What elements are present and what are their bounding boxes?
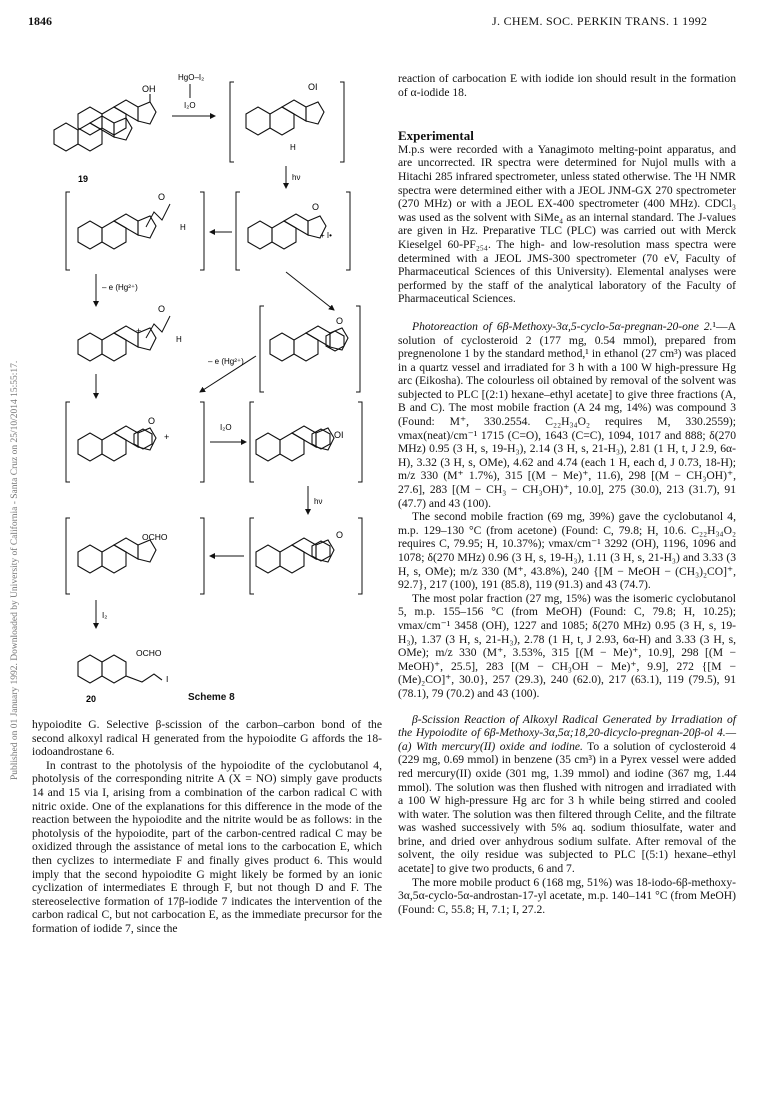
paragraph: hypoiodite G. Selective β-scission of the carbon–carbon bond of the second alkoxyl radical H generated from the hypoiodite G affords the 18-iodoandrostane 6. [32, 718, 382, 759]
alkoxyl-radical-2-bracket [250, 518, 362, 594]
svg-text:O: O [158, 192, 166, 202]
paragraph: M.p.s were recorded with a Yanagimoto melting-point apparatus, and are uncorrected. IR spectra were determined for Nujol mulls with a Hitachi 285 infrared spectrometer, unless stated otherwise. The ¹H NMR spectra were determined either with a JEOL JNM-GX 270 spectrometer (270 MHz) or with a JEOL EX-400 spectrometer (400 MHz). CDCl₃ was used as the solvent with SiMe₄ as an internal standard. The J-values are given in Hz. Preparative TLC (PLC) was carried out with Merck Kieselgel 60-PF₂₅₄. The high- and low-resolution mass spectra were determined with a JEOL JMS-300 spectrometer (70 eV, Faculty of Pharmaceutical Sciences of this University). Elemental analyses were performed by the staff of the analytical laboratory of the Faculty of Pharmaceutical Sciences. [398, 142, 736, 306]
svg-text:I₂: I₂ [102, 611, 108, 620]
cyclized-radical-bracket [260, 306, 360, 392]
scheme-8-diagram [50, 62, 370, 646]
paragraph: reaction of carbocation E with iodide ion should result in the formation of α-iodide 18. [398, 72, 736, 99]
journal-header: J. CHEM. SOC. PERKIN TRANS. 1 1992 [492, 14, 708, 28]
svg-text:O: O [148, 416, 156, 426]
alkoxyl-radical-bracket [236, 192, 350, 270]
svg-text:+ I•: + I• [320, 231, 332, 240]
paragraph: In contrast to the photolysis of the hypoiodite of the cyclobutanol 4, photolysis of the corresponding nitrite A (X = NO) simply gave products 14 and 15 via I, arising from a combination of the carbon radical C with nitric oxide. One of the explanations for this difference in the mode of the reaction between the hypoiodite and the nitrite would be as follows: in the photolysis of the hypoiodite, part of the carbon-centred radical C may be oxidized through the assistance of metal ions to the carbocation E, which then cyclizes to intermediate F and finally gives product 6. This would imply that the second hypoiodite G might likely be formed by an ionic cyclization of intermediates E through F, but not though D and F. The stereoselective formation of 17β-iodide 7 indicates the intervention of the carbon radical C, but not carbocation E, as the immediate precursor for the formation of iodide 7, since the [32, 758, 382, 935]
svg-text:H: H [180, 223, 186, 232]
second-hypoiodite-bracket [250, 402, 362, 482]
svg-text:OI: OI [334, 430, 344, 440]
download-note [10, 140, 24, 780]
right-column-text [398, 72, 736, 916]
paragraph: The more mobile product 6 (168 mg, 51%) was 18-iodo-6β-methoxy-3α,5α-cyclo-5α-androstan-17-yl acetate, m.p. 140–141 °C (from MeOH) (Found: C, 55.8; H, 7.1; I, 27.2. [398, 875, 736, 916]
download-note-text: Published on 01 January 1992. Downloaded by University of California - Santa Cruz on 25/10/2014 15:55:17. [10, 360, 20, 780]
svg-text:O: O [336, 316, 344, 326]
paragraph: The most polar fraction (27 mg, 15%) was the isomeric cyclobutanol 5, m.p. 155–156 °C (from MeOH) (Found: C, 79.8; H, 10.25); νmax/cm⁻¹ 3458 (OH), 1227 and 1085; δ(270 MHz) 0.95 (3 H, s, 19-H₃), 1.37 (3 H, s, 21-H₃), 2.78 (1 H, t, J 2.93, 6α-H) and 3.33 (3 H, s, OMe); m/z 330 (M⁺, 3.53%, 315 [(M − Me)⁺, 10.9], 298 [(M − MeOH)⁺, 25.5], 283 [(M − CH₃OH − Me)⁺, 9.9], 272 {[M − (Me)₂CO]⁺, 30.0}, 257 (29.3), 240 (62.0), 217 (63.1), 119 (79.5), 91 (78.1), 79 (70.2) and 43 (100). [398, 591, 736, 700]
paragraph: Photoreaction of 6β-Methoxy-3α,5-cyclo-5α-pregnan-20-one 2.¹—A solution of cyclosteroid 2 (177 mg, 0.54 mmol), prepared from pregnenolone 1 by the standard method,¹ in ethanol (27 cm³) was placed in a quartz vessel and irradiated for 3 h with a 100 W high-pressure Hg arc (Eikosha). The colourless oil obtained by removal of the solvent was subjected to PLC [(2:1) hexane–ethyl acetate] to give three fractions (A, B and C). The most mobile fraction (A 24 mg, 14%) was compound 3 (Found: M⁺, 330.2554. C₂₂H₃₄O₂ requires M, 330.2559); νmax(neat)/cm⁻¹ 1715 (C=O), 1643 (C=C), 1094, 1017 and 888; δ(270 MHz) 0.95 (3 H, s, 19-H₃), 2.14 (3 H, s, 21-H₃), 2.81 (1 H, t, J 2.9, 6α-H), 3.32 (3 H, s, OMe), 4.62 and 4.74 (each 1 H, each d, J 0.73, 18-H); m/z 330 (M⁺ 1.7%), 315 [(M − Me)⁺, 11.6), 298 [(M − CH₃OH)⁺, 27.6], 283 [(M − CH₃ − CH₃OH)⁺, 10.0], 275 (30.0), 213 (31.7), 91 (47.7) and 43 (100). [398, 319, 736, 510]
subsection-title: β-Scission Reaction of Alkoxyl Radical Generated by Irradiation of the Hypoiodite of 6β-Methoxy-3α,5α;18,20-dicyclo-pregnan-20β-ol 4.—(a) With mercury(II) oxide and iodine. [398, 712, 736, 753]
svg-text:hν: hν [292, 173, 301, 182]
svg-text:OI: OI [308, 82, 318, 92]
compound-20-label: 20 [86, 694, 97, 704]
hypoiodite-bracket [230, 82, 344, 162]
svg-text:OCHO: OCHO [142, 532, 168, 542]
svg-text:I: I [166, 674, 169, 684]
scheme-caption: Scheme 8 [188, 692, 235, 703]
svg-text:OH: OH [142, 84, 156, 94]
svg-text:O: O [312, 202, 320, 212]
svg-text:OCHO: OCHO [136, 648, 162, 658]
svg-text:H: H [290, 143, 296, 152]
svg-text:I₂O: I₂O [220, 423, 232, 432]
svg-text:O: O [158, 304, 166, 314]
page-number: 1846 [28, 14, 52, 28]
subsection-title: Photoreaction of 6β-Methoxy-3α,5-cyclo-5α-pregnan-20-one 2. [412, 319, 713, 333]
left-column-text [32, 718, 382, 936]
carbocation-bracket [78, 304, 182, 361]
svg-text:+: + [164, 432, 170, 442]
svg-text:I₂O: I₂O [184, 101, 196, 110]
oxocarbenium-bracket [66, 402, 204, 482]
svg-text:– e (Hg²⁺): – e (Hg²⁺) [208, 357, 244, 366]
reagent-hgo-i2: HgO–I₂ [178, 73, 205, 82]
paragraph: β-Scission Reaction of Alkoxyl Radical Generated by Irradiation of the Hypoiodite of 6β-Methoxy-3α,5α;18,20-dicyclo-pregnan-20β-ol 4.—(a) With mercury(II) oxide and iodine. To a solution of cyclosteroid 4 (229 mg, 0.69 mmol) in benzene (35 cm³) in a Pyrex vessel were added red mercury(II) oxide (301 mg, 1.39 mmol) and iodine (367 mg, 1.44 mmol). The solution was then flushed with nitrogen and irradiated with a 100 W high-pressure Hg arc for 3 h while being stirred and cooled with water. The solution was then filtered through Celite, and the filtrate was washed successively with 5% aq. sodium thiosulfate, water and brine, and dried over anhydrous sodium sulfate. After removal of the solvent, the oily residue was subjected to PLC [(5:1) hexane–ethyl acetate] to give two products, 6 and 7. [398, 712, 736, 876]
section-heading: Experimental [398, 128, 474, 144]
svg-text:– e (Hg²⁺): – e (Hg²⁺) [102, 283, 138, 292]
compound-19-label: 19 [78, 174, 89, 184]
compound-19-structure [54, 84, 156, 184]
svg-text:O: O [336, 530, 344, 540]
svg-text:H: H [176, 335, 182, 344]
svg-text:hν: hν [314, 497, 323, 506]
carbon-radical-bracket [66, 192, 204, 270]
paragraph: The second mobile fraction (69 mg, 39%) gave the cyclobutanol 4, m.p. 129–130 °C (from acetone) (Found: C, 79.8; H, 10.6. C₂₂H₃₄O₂ requires C, 79.95; H, 10.37%); νmax/cm⁻¹ 3292 (OH), 1196, 1096 and 1078; δ(270 MHz) 0.96 (3 H, s, 19-H₃), 1.11 (3 H, s, 21-H₃) and 3.33 (3 H, s, OMe); m/z 330 (M⁺, 43.8%), 240 {[M − MeOH − (CH₃)₂CO]⁺, 92.7}, 217 (100), 191 (85.8), 119 (91.3) and 43 (74.7). [398, 510, 736, 592]
formate-radical-bracket [66, 518, 204, 594]
svg-text:+: + [136, 326, 142, 336]
